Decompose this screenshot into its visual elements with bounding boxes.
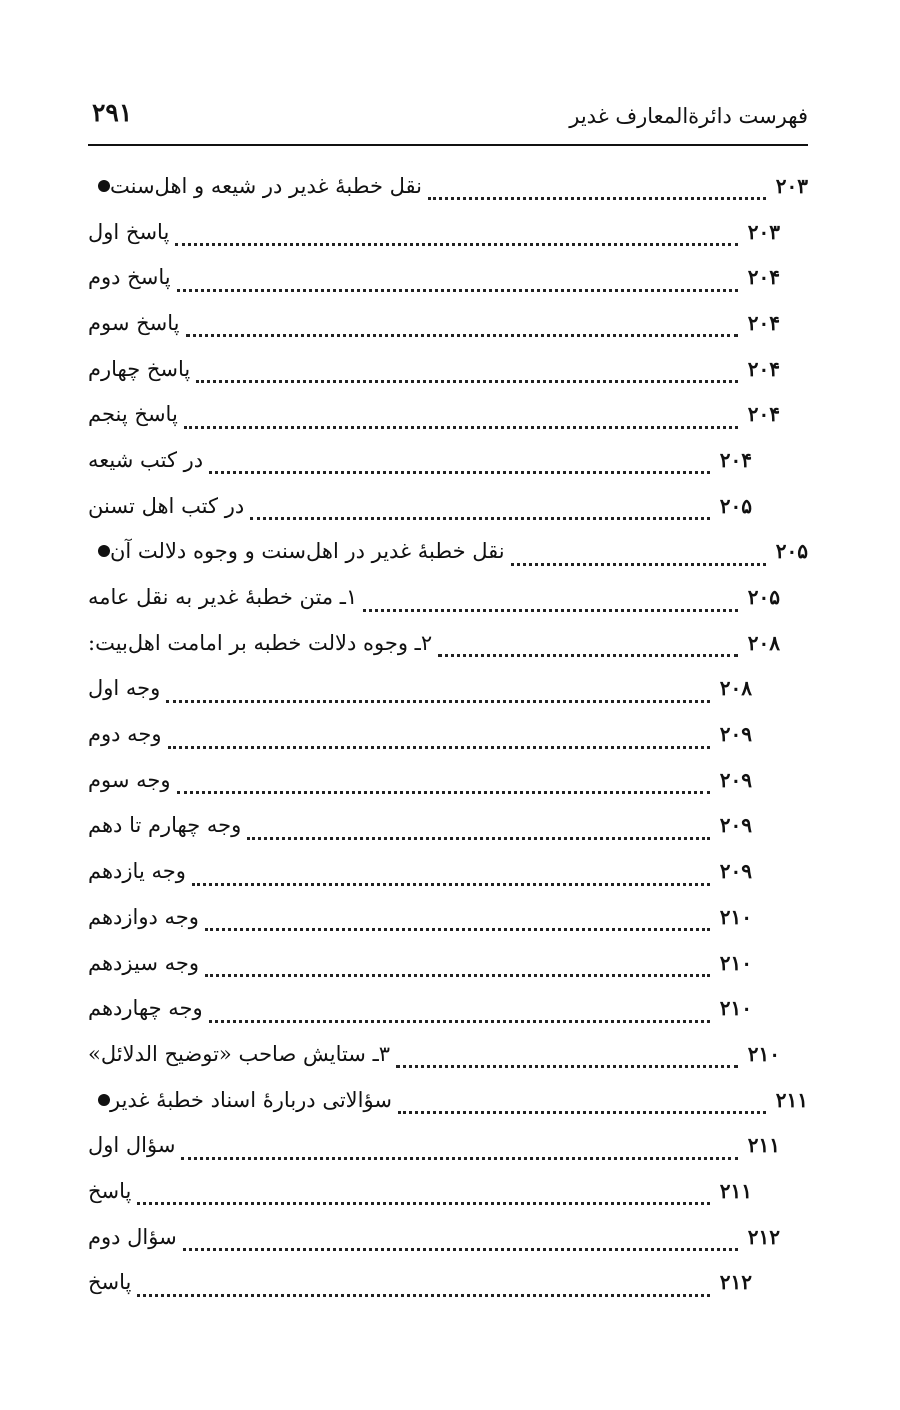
dot-leader [192, 861, 710, 886]
toc-entry-title: پاسخ چهارم [88, 356, 191, 381]
toc-entry-page: ۲۰۳ [775, 173, 808, 198]
dot-leader [137, 1180, 709, 1205]
table-of-contents [88, 163, 808, 1305]
toc-entry-page: ۲۰۳ [747, 219, 780, 244]
dot-leader [363, 587, 738, 612]
dot-leader [183, 1226, 738, 1251]
toc-entry-title: وجه دوازدهم [88, 904, 199, 929]
toc-entry-title: ۳ـ ستایش صاحب «توضیح الدلائل» [88, 1041, 391, 1066]
toc-entry [88, 209, 808, 255]
toc-entry-title: نقل خطبهٔ غدیر در اهل‌سنت و وجوه دلالت آن [110, 539, 505, 564]
toc-entry [88, 848, 808, 894]
toc-entry-page: ۲۰۹ [719, 813, 752, 838]
toc-entry-title: ۲ـ وجوه دلالت خطبه بر امامت اهل‌بیت: [88, 630, 433, 655]
toc-entry-page: ۲۰۴ [719, 447, 752, 472]
toc-entry-title: پاسخ سوم [88, 310, 180, 335]
toc-entry [88, 300, 808, 346]
toc-entry-page: ۲۰۸ [747, 630, 780, 655]
toc-entry [88, 1260, 808, 1306]
toc-entry-page: ۲۰۴ [747, 265, 780, 290]
dot-leader [177, 769, 710, 794]
dot-leader [196, 358, 737, 383]
toc-entry-title: سؤال اول [88, 1133, 176, 1158]
toc-entry-title: پاسخ [88, 1270, 132, 1295]
toc-entry [88, 254, 808, 300]
toc-entry-page: ۲۰۹ [719, 722, 752, 747]
toc-entry [88, 574, 808, 620]
toc-entry-page: ۲۰۵ [747, 585, 780, 610]
toc-entry-title: وجه چهاردهم [88, 996, 203, 1021]
toc-entry [88, 711, 808, 757]
toc-entry-page: ۲۰۸ [719, 676, 752, 701]
dot-leader [168, 724, 710, 749]
dot-leader [175, 221, 737, 246]
dot-leader [205, 906, 710, 931]
toc-entry-page: ۲۱۲ [747, 1224, 780, 1249]
toc-entry [88, 620, 808, 666]
toc-entry-title: سؤال دوم [88, 1224, 177, 1249]
dot-leader [396, 1043, 738, 1068]
toc-entry [88, 529, 808, 575]
toc-entry-title: وجه سوم [88, 767, 171, 792]
dot-leader [428, 175, 766, 200]
dot-leader [205, 952, 710, 977]
toc-entry-title: در کتب شیعه [88, 447, 204, 472]
dot-leader [137, 1272, 709, 1297]
toc-entry [88, 163, 808, 209]
toc-entry [88, 346, 808, 392]
toc-entry [88, 483, 808, 529]
bullet-icon [98, 545, 110, 557]
toc-entry-title: ۱ـ متن خطبهٔ غدیر به نقل عامه [88, 585, 358, 610]
toc-entry-page: ۲۱۲ [719, 1270, 752, 1295]
toc-entry-page: ۲۰۴ [747, 356, 780, 381]
toc-entry [88, 985, 808, 1031]
toc-entry-title: پاسخ پنجم [88, 402, 178, 427]
dot-leader [250, 495, 710, 520]
toc-entry-page: ۲۱۰ [719, 950, 752, 975]
toc-entry [88, 1122, 808, 1168]
toc-entry-title: وجه چهارم تا دهم [88, 813, 242, 838]
toc-entry [88, 391, 808, 437]
dot-leader [511, 541, 766, 566]
toc-entry [88, 803, 808, 849]
toc-entry-page: ۲۱۰ [719, 996, 752, 1021]
toc-entry-page: ۲۱۱ [775, 1087, 808, 1112]
toc-entry-page: ۲۰۵ [775, 539, 808, 564]
dot-leader [184, 404, 738, 429]
toc-entry-title: وجه یازدهم [88, 859, 186, 884]
dot-leader [166, 678, 709, 703]
toc-entry-title: پاسخ دوم [88, 265, 171, 290]
toc-entry [88, 1077, 808, 1123]
toc-entry-title: پاسخ [88, 1178, 132, 1203]
bullet-icon [98, 180, 110, 192]
dot-leader [181, 1135, 737, 1160]
running-title: فهرست دائرةالمعارف غدیر [569, 104, 808, 128]
dot-leader [177, 267, 738, 292]
toc-entry-page: ۲۱۱ [747, 1133, 780, 1158]
toc-entry-title: وجه دوم [88, 722, 162, 747]
toc-entry [88, 1031, 808, 1077]
toc-entry-title: سؤالاتی دربارهٔ اسناد خطبهٔ غدیر [110, 1087, 392, 1112]
toc-entry-page: ۲۱۰ [719, 904, 752, 929]
toc-entry [88, 894, 808, 940]
toc-entry-title: در کتب اهل تسنن [88, 493, 245, 518]
dot-leader [209, 449, 710, 474]
dot-leader [438, 632, 738, 657]
toc-entry [88, 940, 808, 986]
toc-entry-title: پاسخ اول [88, 219, 170, 244]
dot-leader [247, 815, 710, 840]
dot-leader [186, 312, 738, 337]
toc-entry [88, 1168, 808, 1214]
toc-entry-page: ۲۰۹ [719, 859, 752, 884]
toc-entry-page: ۲۰۴ [747, 402, 780, 427]
toc-entry-title: وجه سیزدهم [88, 950, 199, 975]
toc-entry-title: نقل خطبهٔ غدیر در شیعه و اهل‌سنت [110, 173, 422, 198]
toc-entry [88, 437, 808, 483]
toc-entry [88, 1214, 808, 1260]
dot-leader [209, 998, 710, 1023]
toc-entry-page: ۲۰۴ [747, 310, 780, 335]
toc-entry-title: وجه اول [88, 676, 161, 701]
page-number: ۲۹۱ [92, 98, 133, 127]
toc-entry-page: ۲۱۰ [747, 1041, 780, 1066]
toc-entry-page: ۲۰۵ [719, 493, 752, 518]
toc-entry [88, 666, 808, 712]
toc-entry-page: ۲۰۹ [719, 767, 752, 792]
toc-entry-page: ۲۱۱ [719, 1178, 752, 1203]
toc-entry [88, 757, 808, 803]
bullet-icon [98, 1094, 110, 1106]
dot-leader [398, 1089, 766, 1114]
page-header [88, 96, 808, 146]
